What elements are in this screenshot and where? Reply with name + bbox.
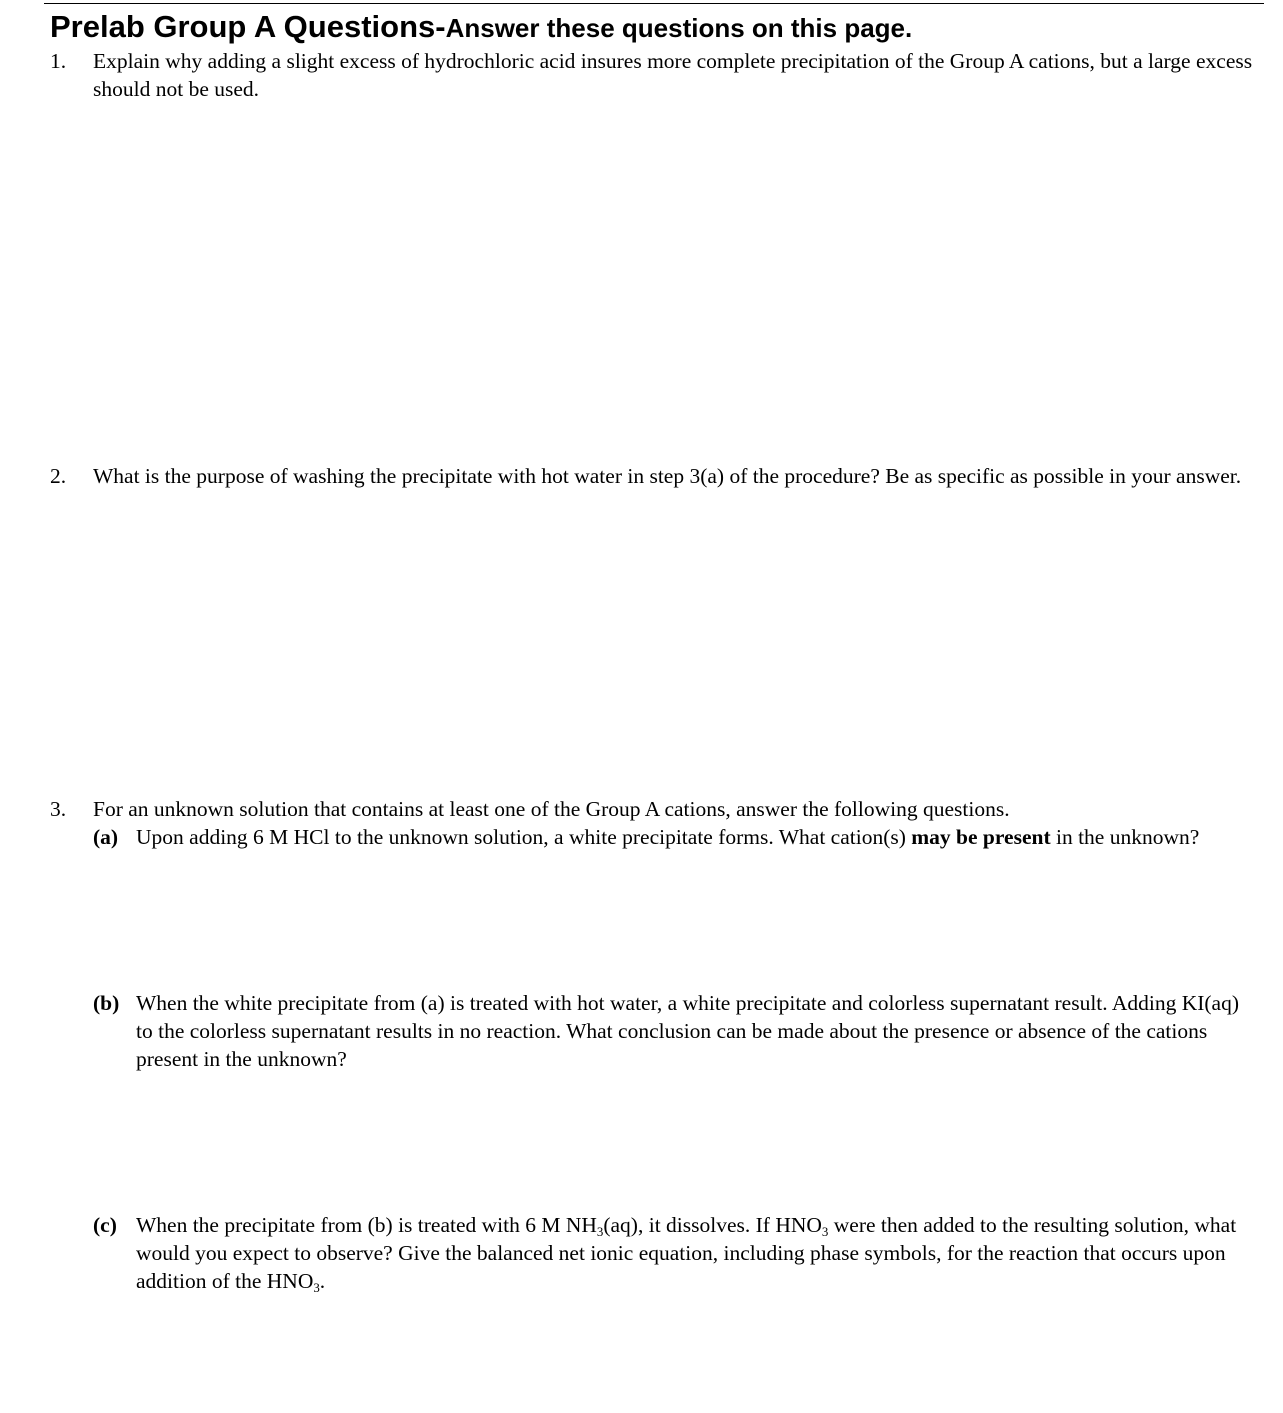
page-title-main: Prelab Group A Questions- <box>50 9 446 44</box>
part-c-text-4: . <box>319 1269 326 1293</box>
part-a-text-before: Upon adding 6 M HCl to the unknown solution, a white precipitate forms. What cation(s) <box>136 825 912 849</box>
top-rule <box>44 3 1264 4</box>
part-c-text-1: When the precipitate from (b) is treated with 6 M NH <box>136 1213 597 1237</box>
question-2 <box>50 462 1265 490</box>
part-b-text: When the white precipitate from (a) is treated with hot water, a white precipitate and colorless supernatant result. Adding KI(aq) to the colorless supernatant results in no reaction. What conclusion can be made about the presence or absence of the cations present in the unknown? <box>136 991 1240 1071</box>
part-a-text-after: in the unknown? <box>1050 825 1200 849</box>
question-3-part-a <box>93 823 1253 851</box>
question-3 <box>50 795 1265 823</box>
part-c-text-3: were then added to the resulting solution, what would you expect to observe? Give the balanced net ionic equation, including phase symbols, for the reaction that occurs upon addition of the HNO <box>136 1213 1237 1293</box>
part-a-text <box>136 823 1253 851</box>
part-c-subscript-2: 3 <box>821 1224 829 1239</box>
part-a-label: (a) <box>93 825 119 849</box>
question-3-part-c <box>93 1211 1253 1295</box>
question-1 <box>50 47 1265 103</box>
part-a-emphasis: may be present <box>911 825 1051 849</box>
part-c-label: (c) <box>93 1213 117 1237</box>
question-1-text: Explain why adding a slight excess of hydrochloric acid insures more complete precipitation of the Group A cations, but a large excess should not be used. <box>93 49 1253 101</box>
question-3-part-b <box>93 989 1253 1073</box>
question-1-number: 1. <box>50 49 67 73</box>
page-title <box>50 6 912 48</box>
part-c-text-2: (aq), it dissolves. If HNO <box>603 1213 822 1237</box>
part-c-text <box>136 1211 1253 1295</box>
part-c-subscript-1: 3 <box>596 1224 604 1239</box>
part-b-label: (b) <box>93 991 120 1015</box>
question-3-text: For an unknown solution that contains at least one of the Group A cations, answer the following questions. <box>93 797 1010 821</box>
part-c-subscript-3: 3 <box>313 1280 320 1295</box>
question-2-text: What is the purpose of washing the precipitate with hot water in step 3(a) of the procedure? Be as specific as possible in your answer. <box>93 464 1242 488</box>
question-2-number: 2. <box>50 464 67 488</box>
page-title-instruction: Answer these questions on this page. <box>445 13 913 43</box>
question-3-number: 3. <box>50 797 67 821</box>
